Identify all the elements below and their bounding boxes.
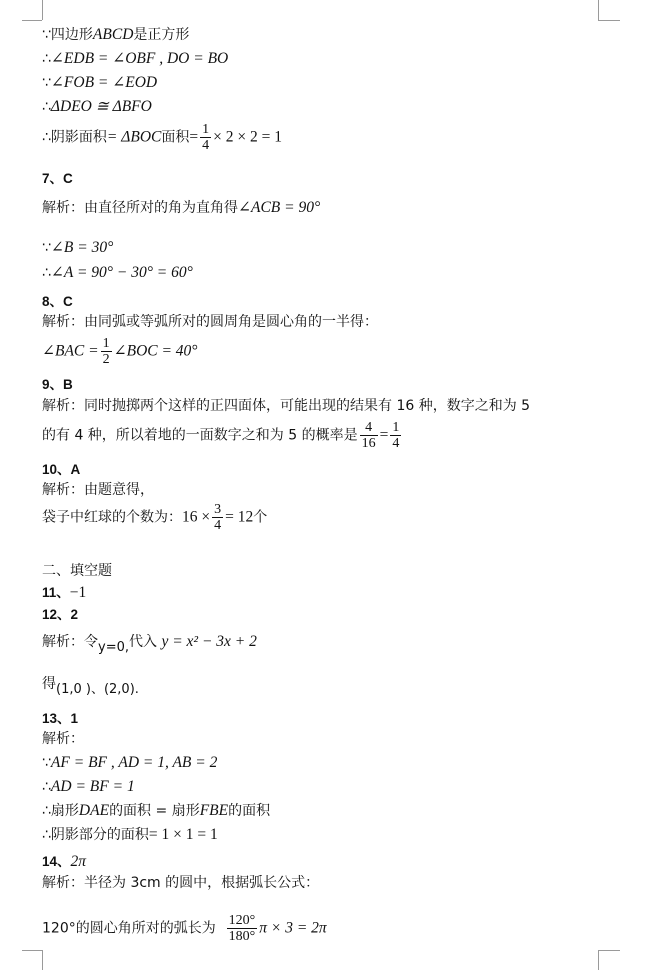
fraction	[101, 336, 112, 367]
text: 解析：由直径所对的角为直角得	[42, 200, 238, 216]
text: 的面积	[228, 803, 271, 819]
math: = ΔBOC	[106, 128, 162, 146]
line-square	[42, 26, 189, 44]
line-8b	[42, 336, 198, 367]
line-12a	[42, 633, 257, 655]
question-11-title	[42, 584, 86, 602]
line-10a: 解析：由题意得，	[42, 482, 154, 498]
math: AD = BF = 1	[50, 778, 135, 795]
line-13e	[42, 826, 218, 844]
answer-value: −1	[69, 584, 87, 601]
math: ∠B = 30°	[50, 239, 114, 256]
therefore-symbol: ∴	[42, 265, 51, 281]
numerator: 3	[214, 502, 222, 517]
line-12b	[42, 675, 139, 697]
line-10b	[42, 502, 267, 533]
text: 代入	[129, 634, 157, 650]
therefore-symbol: ∴	[42, 779, 51, 795]
math: ∠FOB = ∠EOD	[50, 74, 158, 91]
math: = 12	[225, 508, 254, 526]
line-shadow-area	[42, 122, 282, 153]
line-7c	[42, 264, 193, 282]
question-10-title: 10、A	[42, 462, 81, 477]
text: 的有 4 种，所以着地的一面数字之和为 5 的概率是	[42, 427, 358, 444]
line-14a: 解析：半径为 3cm 的圆中，根据弧长公式：	[42, 875, 320, 891]
therefore-symbol: ∴	[42, 827, 51, 843]
subscript-text: y=0,	[98, 640, 129, 655]
numerator: 4	[360, 420, 378, 436]
crop-mark-top-right-v	[598, 0, 599, 20]
section-2-title: 二、填空题	[42, 563, 112, 579]
denominator: 2	[102, 352, 110, 367]
fraction	[200, 122, 211, 153]
text: 的面积 = 扇形	[109, 803, 200, 819]
line-angle-fob	[42, 74, 157, 92]
math: =	[379, 426, 389, 444]
line-9a: 解析：同时抛掷两个这样的正四面体，可能出现的结果有 16 种，数字之和为 5	[42, 398, 531, 414]
line-13b	[42, 754, 217, 772]
because-symbol: ∵	[42, 27, 51, 43]
question-14-title	[42, 853, 86, 871]
denominator: 4	[202, 138, 210, 153]
denominator: 4	[214, 518, 222, 533]
denominator: 4	[392, 436, 400, 451]
math: = 1 × 1 = 1	[148, 826, 218, 843]
question-8-title: 8、C	[42, 294, 73, 309]
math: ∠ACB = 90°	[238, 199, 321, 216]
text: 四边形	[50, 27, 93, 43]
because-symbol: ∵	[42, 75, 51, 91]
therefore-symbol: ∴	[42, 99, 51, 115]
line-7b	[42, 239, 113, 257]
line-14b	[42, 913, 327, 944]
text: 阴影面积	[50, 129, 107, 146]
math: FBE	[199, 802, 229, 819]
math: ∠EDB = ∠OBF , DO = BO	[50, 50, 229, 67]
because-symbol: ∵	[42, 755, 51, 771]
fraction	[360, 420, 378, 451]
text: 面积	[161, 129, 190, 146]
math: 16 ×	[182, 508, 211, 526]
question-12-title: 12、2	[42, 607, 79, 622]
line-13d	[42, 802, 270, 820]
question-number: 14、	[42, 854, 71, 869]
line-13c	[42, 778, 135, 796]
text: 阴影部分的面积	[50, 827, 149, 843]
answer-value: 2π	[70, 853, 87, 870]
text: 解析：令	[42, 634, 98, 650]
fraction	[212, 502, 223, 533]
crop-mark-bottom-left-h	[22, 950, 42, 951]
question-number: 11、	[42, 585, 70, 600]
math: y = x² − 3x + 2	[161, 633, 257, 650]
math: AF = BF , AD = 1, AB = 2	[50, 754, 218, 771]
numerator: 120°	[228, 913, 256, 928]
crop-mark-bottom-right-h	[598, 950, 620, 951]
therefore-symbol: ∴	[42, 803, 51, 819]
text: 个	[253, 509, 268, 526]
because-symbol: ∵	[42, 240, 51, 256]
text: 扇形	[50, 803, 79, 819]
crop-mark-bottom-right-v	[598, 950, 599, 970]
therefore-symbol: ∴	[42, 51, 51, 67]
line-13a: 解析：	[42, 731, 84, 747]
therefore-symbol: ∴	[42, 129, 51, 146]
line-angle-equal	[42, 50, 228, 68]
line-9b	[42, 420, 403, 451]
line-8a: 解析：由同弧或等弧所对的圆周角是圆心角的一半得：	[42, 314, 378, 330]
subscript-text: (1,0 )、(2,0).	[56, 682, 139, 697]
question-13-title: 13、1	[42, 711, 79, 726]
crop-mark-top-right-h	[598, 20, 620, 21]
text: 得	[42, 676, 56, 692]
question-9-title: 9、B	[42, 377, 73, 392]
math: =	[189, 128, 199, 146]
math: ABCD	[92, 26, 134, 43]
question-7-title: 7、C	[42, 171, 73, 186]
math: ∠BAC =	[42, 342, 99, 360]
crop-mark-bottom-left-v	[42, 950, 43, 970]
numerator: 1	[392, 420, 400, 435]
math: × 2 × 2 = 1	[213, 128, 282, 146]
math: ΔDEO ≅ ΔBFO	[50, 98, 152, 115]
crop-mark-top-left-v	[42, 0, 43, 20]
fraction	[227, 913, 258, 944]
denominator: 16	[361, 436, 376, 451]
line-7a	[42, 199, 320, 217]
math: ∠A = 90° − 30° = 60°	[50, 264, 193, 281]
math: DAE	[78, 802, 110, 819]
line-congruent	[42, 98, 152, 116]
numerator: 1	[202, 122, 210, 137]
math: π × 3 = 2π	[259, 919, 327, 937]
text: 袋子中红球的个数为：	[42, 509, 182, 526]
math: ∠BOC = 40°	[113, 342, 198, 360]
text: 120°的圆心角所对的弧长为	[42, 920, 216, 937]
numerator: 1	[102, 336, 110, 351]
denominator: 180°	[228, 929, 256, 944]
fraction	[390, 420, 401, 451]
crop-mark-top-left-h	[22, 20, 42, 21]
text: 是正方形	[133, 27, 190, 43]
